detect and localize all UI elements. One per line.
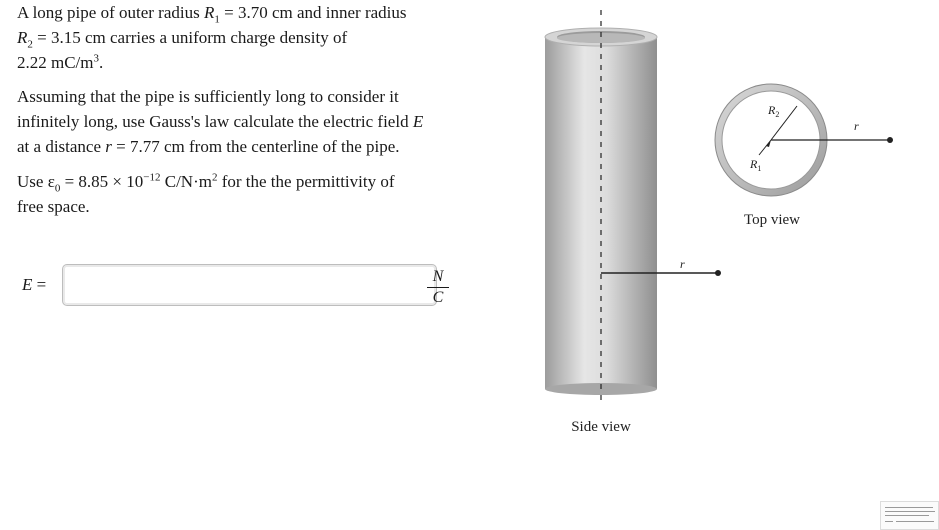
unit-fraction (427, 268, 449, 307)
r2-symbol: $R_2$ (17, 28, 33, 51)
answer-label: E = (22, 275, 47, 294)
superscript: 3 (93, 52, 100, 65)
text-fragment: at a distance (17, 137, 106, 156)
text-fragment: A long pipe of outer radius (17, 3, 204, 22)
fraction-bar (427, 287, 449, 288)
e-symbol: E (412, 112, 424, 131)
text-fragment: = 8.85 × 10 (60, 172, 144, 191)
problem-paragraph-2 (17, 84, 423, 159)
text-fragment: = 3.15 cm carries a uniform charge density of (32, 28, 348, 47)
side-view-label: Side view (571, 419, 631, 435)
subscript: 0 (54, 182, 61, 195)
superscript: −12 (143, 171, 161, 184)
answer-input[interactable] (62, 264, 437, 306)
text-fragment: = 3.70 cm and inner radius (219, 3, 407, 22)
text-fragment: free space. (17, 197, 90, 216)
pipe-figure (530, 0, 939, 450)
top-view-label: Top view (743, 212, 801, 228)
text-fragment: = 7.77 cm from the centerline of the pipe. (111, 137, 400, 156)
side-r-label: r (680, 257, 685, 271)
page-thumbnail[interactable] (880, 501, 939, 530)
r1-top-label: $R_1$ (750, 157, 762, 173)
problem-paragraph-3 (17, 169, 395, 219)
period: . (99, 53, 104, 72)
text-fragment: C/N·m (160, 172, 212, 191)
text-fragment: for the the permittivity of (217, 172, 395, 191)
top-radius-point (887, 137, 893, 143)
text-fragment: infinitely long, use Gauss's law calculate the electric field (17, 112, 413, 131)
charge-density-value: 2.22 mC/m (17, 53, 94, 72)
text-fragment: Assuming that the pipe is sufficiently long to consider it (17, 87, 399, 106)
r1-symbol: $R_1$ (203, 3, 220, 26)
unit-numerator: N (432, 268, 444, 285)
problem-paragraph-1 (17, 0, 407, 75)
superscript: 2 (211, 171, 218, 184)
unit-denominator: C (432, 289, 444, 306)
side-radius-point (715, 270, 721, 276)
text-fragment: Use ε (17, 172, 55, 191)
r-symbol: r (105, 137, 112, 156)
r2-top-label: $R_2$ (768, 103, 780, 119)
top-r-label: r (854, 119, 859, 133)
